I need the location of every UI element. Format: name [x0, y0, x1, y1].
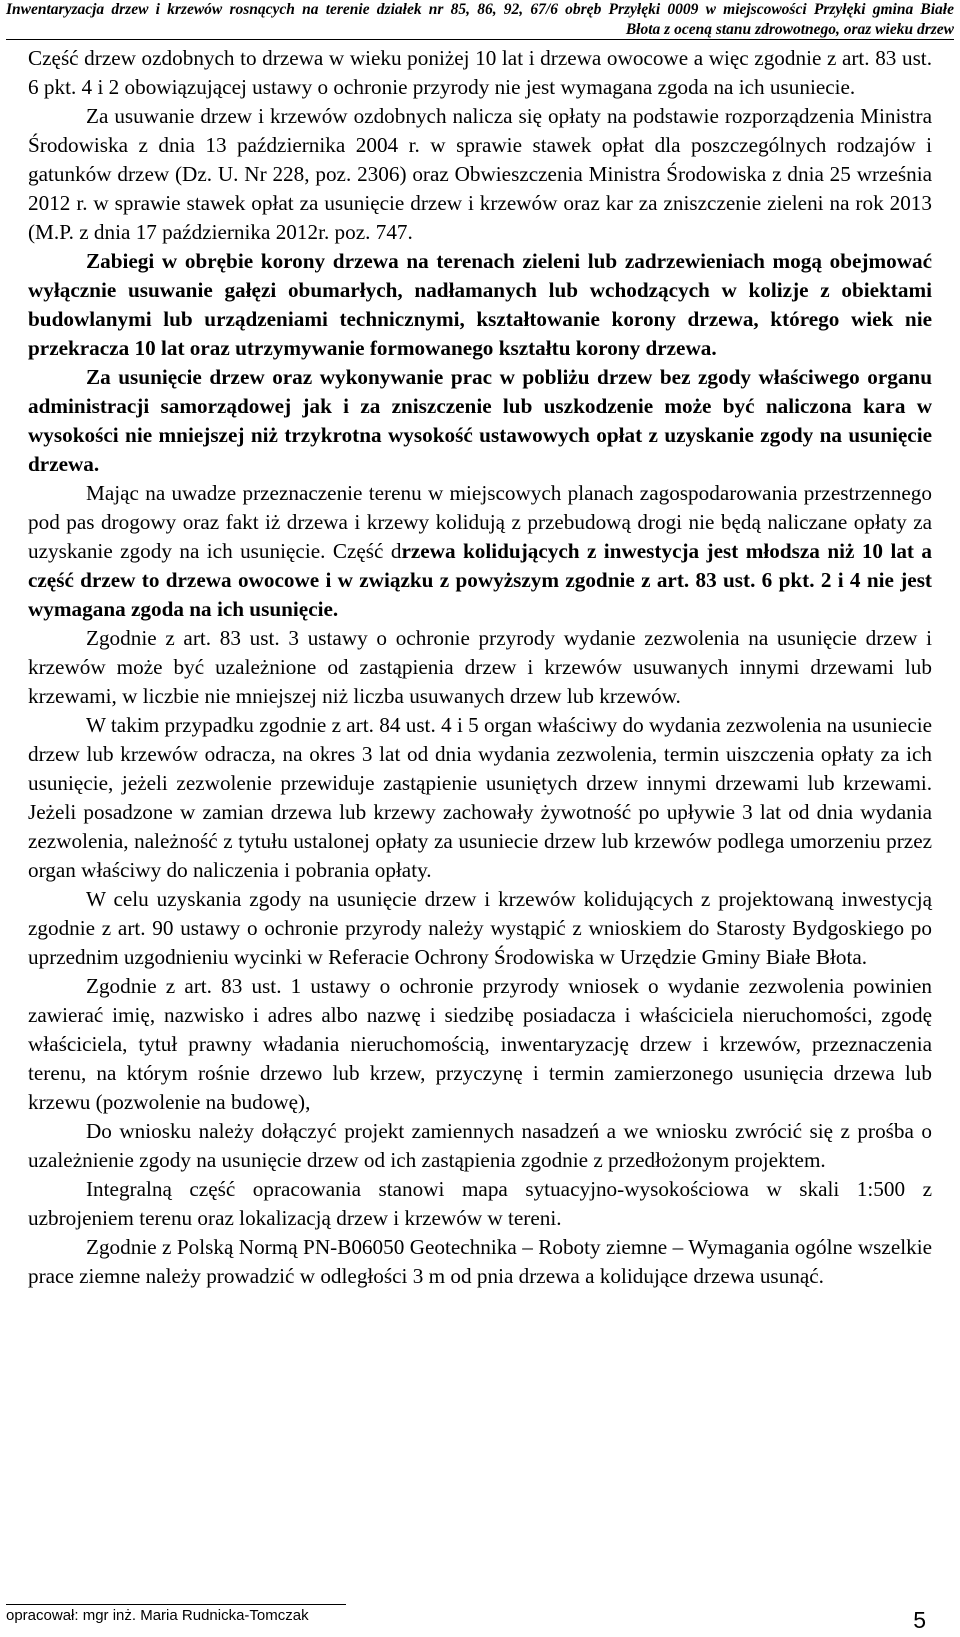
- text: Za usuwanie drzew i krzewów ozdobnych nalicza się opłaty na podstawie rozporządzenia Ministra Środowiska z dnia 13 października 2004 r. w sprawie stawek opłat dla poszczególnych rodzajów i gatunków drzew (Dz. U. Nr 228, poz. 2306) oraz Obwieszczenia Ministra Środowiska z dnia 25 września 2012 r. w sprawie stawek opłat za usunięcie drzew i krzewów oraz kar za zniszczenie zieleni na rok 2013 (M.P. z dnia 17 października 2012r. poz. 747.: [28, 104, 932, 244]
- text: Integralną część opracowania stanowi mapa sytuacyjno-wysokościowa w skali 1:500 z uzbrojeniem terenu oraz lokalizacją drzew i krzewów w tereni.: [28, 1177, 932, 1230]
- paragraph: [28, 479, 932, 624]
- running-header: [6, 0, 954, 40]
- paragraph: [28, 1175, 932, 1233]
- text: W celu uzyskania zgody na usunięcie drzew i krzewów kolidujących z projektowaną inwestycją zgodnie z art. 90 ustawy o ochronie przyrody należy wystąpić z wnioskiem do Starosty Bydgoskiego po uprzednim uzgodnieniu wycinki w Referacie Ochrony Środowiska w Urzędzie Gminy Białe Błota.: [28, 887, 932, 969]
- paragraph: [28, 972, 932, 1117]
- paragraph: [28, 711, 932, 885]
- bold-text: Za usunięcie drzew oraz wykonywanie prac w pobliżu drzew bez zgody właściwego organu administracji samorządowej jak i za zniszczenie lub uszkodzenie może być naliczona kara w wysokości nie mniejszej niż trzykrotna wysokość ustawowych opłat z uzyskanie zgody na usunięcie drzewa.: [28, 365, 932, 476]
- document-body: [28, 44, 932, 1291]
- paragraph: [28, 44, 932, 102]
- footer-author: opracował: mgr inż. Maria Rudnicka-Tomczak: [6, 1607, 309, 1624]
- text: Zgodnie z art. 83 ust. 3 ustawy o ochronie przyrody wydanie zezwolenia na usunięcie drzew i krzewów może być uzależnione od zastąpienia drzew i krzewów usuwanych innymi drzewami lub krzewami, w liczbie nie mniejszej niż liczba usuwanych drzew lub krzewów.: [28, 626, 932, 708]
- paragraph: [28, 1117, 932, 1175]
- text: W takim przypadku zgodnie z art. 84 ust. 4 i 5 organ właściwy do wydania zezwolenia na usuniecie drzew lub krzewów odracza, na okres 3 lat od dnia wydania zezwolenia, termin uiszczenia opłaty za ich usunięcie, jeżeli zezwolenie przewiduje zastąpienie usuniętych drzew innymi drzewami lub krzewami. Jeżeli posadzone w zamian drzewa lub krzewy zachowały żywotność po upływie 3 lat od dnia wydania zezwolenia, należność z tytułu ustalonej opłaty za usuniecie drzew lub krzewów podlega umorzeniu przez organ właściwy do naliczenia i pobrania opłaty.: [28, 713, 932, 882]
- footer-divider: [6, 1604, 346, 1605]
- bold-text: Zabiegi w obrębie korony drzewa na terenach zieleni lub zadrzewieniach mogą obejmować wyłącznie usuwanie gałęzi obumarłych, nadłamanych lub wchodzących w kolizje z obiektami budowlanymi lub urządzeniami technicznymi, kształtowanie korony drzewa, którego wiek nie przekracza 10 lat oraz utrzymywanie formowanego kształtu korony drzewa.: [28, 249, 932, 360]
- paragraph: [28, 102, 932, 247]
- header-line-1: Inwentaryzacja drzew i krzewów rosnących na terenie działek nr 85, 86, 92, 67/6 obręb Przyłęki 0009 w miejscowości Przyłęki gmina Białe: [6, 1, 954, 18]
- text: Część drzew ozdobnych to drzewa w wieku poniżej 10 lat i drzewa owocowe a więc zgodnie z art. 83 ust. 6 pkt. 4 i 2 obowiązującej ustawy o ochronie przyrody nie jest wymagana zgoda na ich usuniecie.: [28, 46, 932, 99]
- paragraph: [28, 1233, 932, 1291]
- header-line-2: Błota z oceną stanu zdrowotnego, oraz wieku drzew: [625, 21, 954, 38]
- bold-text: rzewa kolidujących z inwestycja jest młodsza niż 10 lat a część drzew to drzewa owocowe i w związku z powyższym zgodnie z art. 83 ust. 6 pkt. 2 i 4 nie jest wymagana zgoda na ich usunięcie.: [28, 539, 933, 621]
- text: Do wniosku należy dołączyć projekt zamiennych nasadzeń a we wniosku zwrócić się z prośba o uzależnienie zgody na usunięcie drzew od ich zastąpienia zgodnie z przedłożonym projektem.: [28, 1119, 932, 1172]
- header-divider: [6, 39, 954, 40]
- page-number: 5: [913, 1607, 926, 1633]
- text: Zgodnie z Polską Normą PN-B06050 Geotechnika – Roboty ziemne – Wymagania ogólne wszelkie prace ziemne należy prowadzić w odległości 3 m od pnia drzewa a kolidujące drzewa usunąć.: [28, 1235, 932, 1288]
- paragraph: [28, 624, 932, 711]
- paragraph: [28, 885, 932, 972]
- text: Zgodnie z art. 83 ust. 1 ustawy o ochronie przyrody wniosek o wydanie zezwolenia powinien zawierać imię, nazwisko i adres albo nazwę i siedzibę posiadacza i właściciela nieruchomości, zgodę właściciela, tytuł prawny władania nieruchomością, inwentaryzację drzew i krzewów, przeznaczenia terenu, na którym rośnie drzewo lub krzew, przyczynę i termin zamierzonego usunięcia drzewa lub krzewu (pozwolenie na budowę),: [28, 974, 932, 1114]
- paragraph: [28, 247, 932, 363]
- text: Mając na uwadze przeznaczenie terenu w miejscowych planach zagospodarowania przestrzennego pod pas drogowy oraz fakt iż drzewa i krzewy kolidują z przebudową drogi nie będą naliczane opłaty za uzyskanie zgody na ich usunięcie. Część d: [28, 481, 932, 563]
- paragraph: [28, 363, 932, 479]
